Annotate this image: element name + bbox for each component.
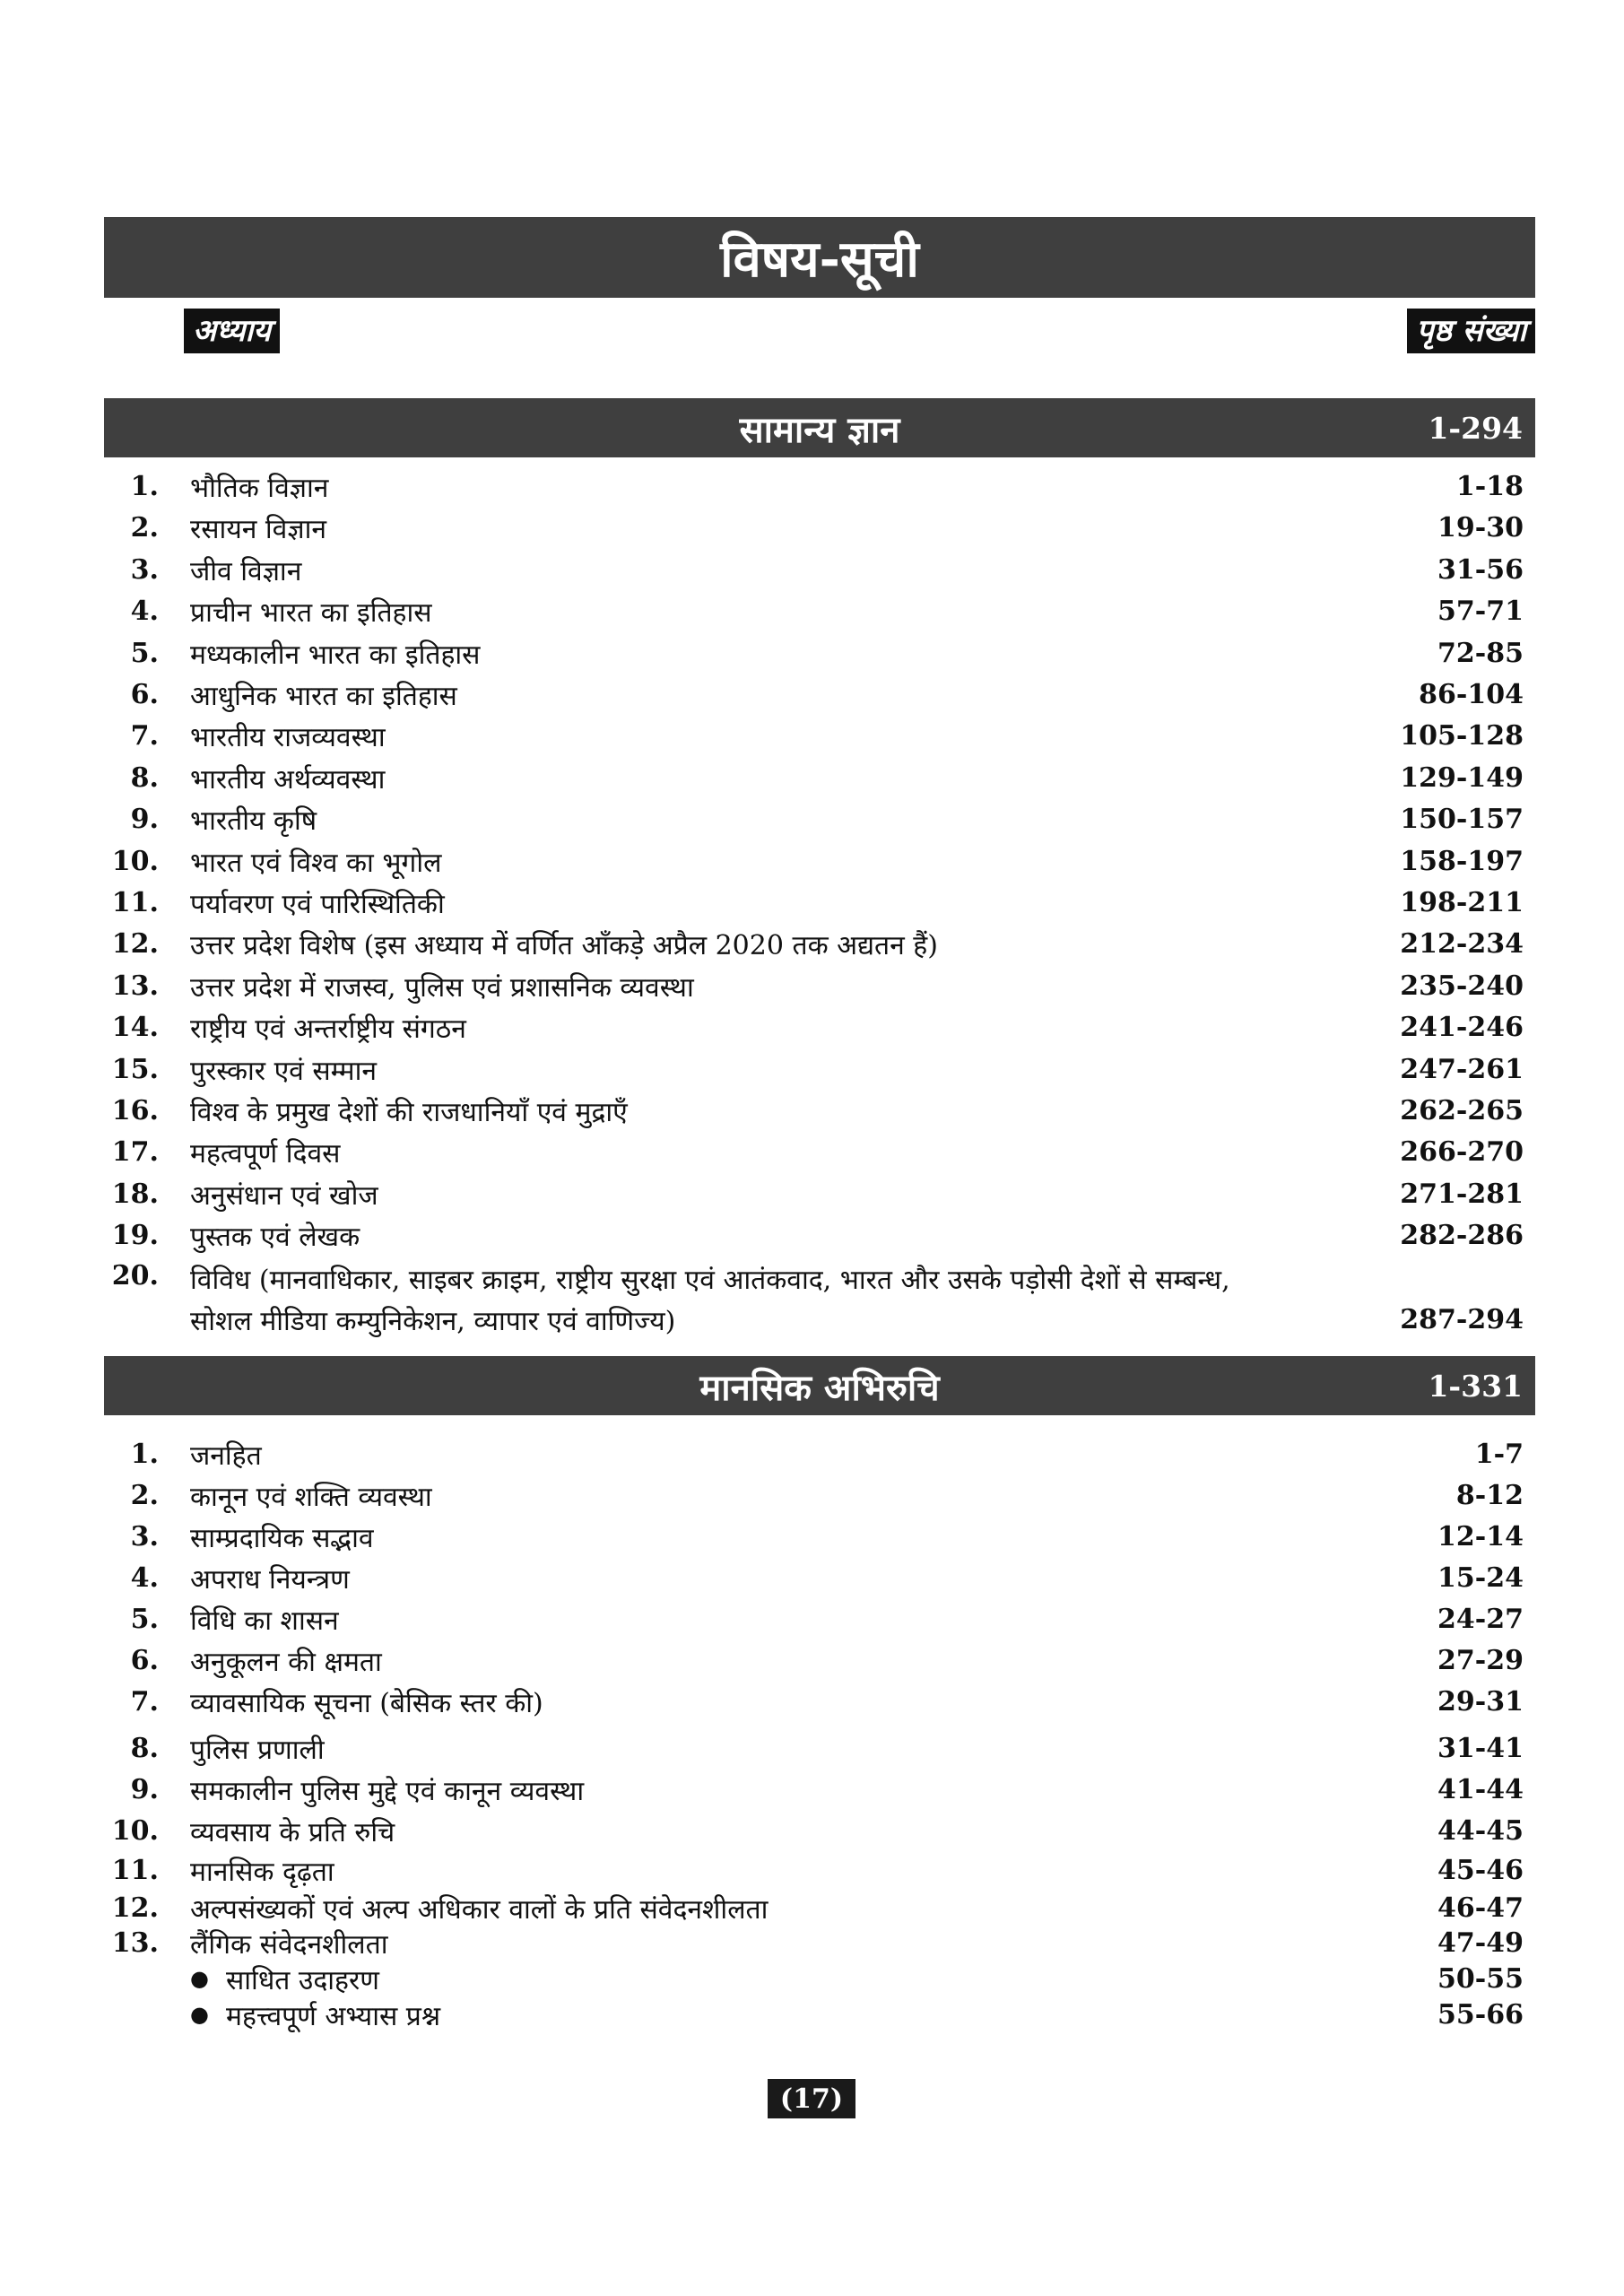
item-number: 14. — [111, 1011, 159, 1043]
toc-row — [0, 715, 1624, 756]
toc-row — [0, 1639, 1624, 1681]
toc-row — [0, 1810, 1624, 1851]
item-pages: 1-18 — [1455, 470, 1524, 502]
item-label: साम्प्रदायिक सद्भाव — [190, 1522, 374, 1554]
item-label: जीव विज्ञान — [190, 555, 302, 587]
page-number: (17) — [768, 2079, 855, 2118]
toc-row — [0, 632, 1624, 674]
item-pages: 47-49 — [1437, 1926, 1524, 1959]
item-label-line-2: सोशल मीडिया कम्युनिकेशन, व्यापार एवं वाणिज्य) — [190, 1306, 676, 1337]
item-label: लैंगिक संवेदनशीलता — [190, 1928, 388, 1961]
item-label: राष्ट्रीय एवं अन्तर्राष्ट्रीय संगठन — [190, 1013, 466, 1045]
item-label: मानसिक दृढ़ता — [190, 1856, 334, 1888]
toc-row-multiline — [0, 1257, 1624, 1339]
toc-row — [0, 465, 1624, 507]
toc-row — [0, 965, 1624, 1006]
item-label: प्राचीन भारत का इतिहास — [190, 596, 432, 629]
item-number: 3. — [130, 1520, 159, 1552]
toc-row — [0, 1006, 1624, 1048]
chapter-column-label: अध्याय — [184, 309, 280, 353]
item-number: 18. — [111, 1178, 159, 1210]
item-label: पुरस्कार एवं सम्मान — [190, 1055, 378, 1087]
item-number: 3. — [130, 553, 159, 586]
toc-row — [0, 1516, 1624, 1557]
item-label: अनुसंधान एवं खोज — [190, 1179, 378, 1212]
toc-row — [0, 1131, 1624, 1172]
item-number: 12. — [111, 1892, 159, 1924]
item-number: 10. — [111, 845, 159, 877]
item-label: जनहित — [190, 1439, 262, 1472]
item-label: विश्व के प्रमुख देशों की राजधानियाँ एवं मुद्राएँ — [190, 1096, 628, 1128]
item-number: 17. — [111, 1135, 159, 1168]
item-pages: 31-56 — [1437, 553, 1524, 586]
section-page-range: 1-331 — [1428, 1368, 1523, 1404]
item-label: कानून एवं शक्ति व्यवस्था — [190, 1481, 432, 1513]
toc-row — [0, 882, 1624, 923]
item-number: 9. — [130, 803, 159, 835]
page-column-label: पृष्ठ संख्या — [1407, 309, 1535, 353]
item-pages: 31-41 — [1437, 1732, 1524, 1764]
toc-row — [0, 1214, 1624, 1256]
item-label: पुलिस प्रणाली — [190, 1734, 325, 1766]
item-pages: 105-128 — [1400, 719, 1524, 752]
item-label: भारतीय अर्थव्यवस्था — [190, 763, 386, 796]
page-title: विषय-सूची — [104, 217, 1535, 298]
section-page-range: 1-294 — [1428, 410, 1523, 446]
item-number: 11. — [111, 1854, 159, 1886]
item-pages: 57-71 — [1437, 595, 1524, 627]
toc-row — [0, 507, 1624, 548]
item-number: 5. — [130, 637, 159, 669]
item-number: 11. — [111, 886, 159, 918]
item-label: रसायन विज्ञान — [190, 513, 327, 545]
item-label: अल्पसंख्यकों एवं अल्प अधिकार वालों के प्रति संवेदनशीलता — [190, 1893, 769, 1926]
item-pages: 150-157 — [1400, 803, 1524, 835]
toc-row — [0, 757, 1624, 798]
item-number: 1. — [130, 1438, 159, 1470]
toc-row — [0, 923, 1624, 964]
toc-row — [0, 674, 1624, 715]
item-pages: 86-104 — [1419, 678, 1524, 710]
item-pages: 15-24 — [1437, 1561, 1524, 1594]
item-label: महत्त्वपूर्ण अभ्यास प्रश्न — [226, 2000, 441, 2032]
section-header-mental-aptitude — [104, 1356, 1535, 1415]
item-label: भारतीय कृषि — [190, 804, 317, 837]
item-label: भारत एवं विश्व का भूगोल — [190, 847, 442, 879]
item-pages: 282-286 — [1400, 1219, 1524, 1251]
item-pages: 8-12 — [1455, 1479, 1524, 1511]
toc-bullet-row — [0, 1994, 1624, 2035]
item-number: 4. — [130, 1561, 159, 1594]
item-pages: 241-246 — [1400, 1011, 1524, 1043]
item-number: 8. — [130, 1732, 159, 1764]
item-pages: 27-29 — [1437, 1644, 1524, 1676]
toc-row — [0, 1557, 1624, 1598]
item-pages: 44-45 — [1437, 1814, 1524, 1847]
item-number: 2. — [130, 511, 159, 544]
section-header-general-knowledge — [104, 398, 1535, 457]
item-pages: 12-14 — [1437, 1520, 1524, 1552]
item-pages: 50-55 — [1437, 1962, 1524, 1995]
item-pages: 55-66 — [1437, 1998, 1524, 2031]
toc-row — [0, 1433, 1624, 1474]
bullet-icon: ● — [190, 2002, 209, 2027]
item-number: 1. — [130, 470, 159, 502]
item-pages: 129-149 — [1400, 761, 1524, 794]
item-pages: 46-47 — [1437, 1892, 1524, 1924]
item-number: 19. — [111, 1219, 159, 1251]
item-pages: 72-85 — [1437, 637, 1524, 669]
toc-row — [0, 1474, 1624, 1516]
item-label: महत्वपूर्ण दिवस — [190, 1137, 341, 1170]
bullet-icon: ● — [190, 1966, 209, 1991]
section-title: मानसिक अभिरुचि — [699, 1366, 940, 1409]
item-number: 4. — [130, 595, 159, 627]
item-number: 8. — [130, 761, 159, 794]
item-label: विधि का शासन — [190, 1605, 339, 1637]
item-number: 20. — [111, 1260, 159, 1292]
item-label: पर्यावरण एवं पारिस्थितिकी — [190, 888, 445, 920]
item-pages: 235-240 — [1400, 970, 1524, 1002]
toc-row — [0, 1769, 1624, 1810]
toc-row — [0, 1849, 1624, 1891]
item-label: उत्तर प्रदेश में राजस्व, पुलिस एवं प्रशासनिक व्यवस्था — [190, 971, 694, 1004]
item-number: 7. — [130, 1685, 159, 1718]
item-label: व्यावसायिक सूचना (बेसिक स्तर की) — [190, 1687, 543, 1719]
item-number: 13. — [111, 1926, 159, 1959]
item-label: अनुकूलन की क्षमता — [190, 1646, 382, 1678]
toc-row — [0, 590, 1624, 631]
toc-row — [0, 1681, 1624, 1722]
item-pages: 24-27 — [1437, 1603, 1524, 1635]
item-number: 5. — [130, 1603, 159, 1635]
item-pages: 212-234 — [1400, 927, 1524, 960]
item-pages: 19-30 — [1437, 511, 1524, 544]
item-number: 13. — [111, 970, 159, 1002]
item-number: 2. — [130, 1479, 159, 1511]
item-number: 10. — [111, 1814, 159, 1847]
toc-row — [0, 1173, 1624, 1214]
item-label: भारतीय राजव्यवस्था — [190, 721, 386, 753]
item-number: 16. — [111, 1094, 159, 1126]
toc-row — [0, 1598, 1624, 1639]
item-pages: 198-211 — [1400, 886, 1524, 918]
item-label-line-1: विविध (मानवाधिकार, साइबर क्राइम, राष्ट्रीय सुरक्षा एवं आतंकवाद, भारत और उसके पड़ोसी देशों से सम्बन्ध, — [190, 1265, 1230, 1296]
item-label: भौतिक विज्ञान — [190, 472, 329, 504]
item-pages: 45-46 — [1437, 1854, 1524, 1886]
item-number: 15. — [111, 1053, 159, 1085]
section-title: सामान्य ज्ञान — [739, 408, 900, 451]
item-number: 7. — [130, 719, 159, 752]
item-pages: 262-265 — [1400, 1094, 1524, 1126]
item-pages: 41-44 — [1437, 1773, 1524, 1805]
item-pages: 271-281 — [1400, 1178, 1524, 1210]
item-pages: 247-261 — [1400, 1053, 1524, 1085]
item-pages: 29-31 — [1437, 1685, 1524, 1718]
item-label — [190, 1260, 1230, 1343]
item-label: साधित उदाहरण — [226, 1964, 379, 1996]
item-label: व्यवसाय के प्रति रुचि — [190, 1816, 395, 1848]
item-number: 12. — [111, 927, 159, 960]
item-number: 9. — [130, 1773, 159, 1805]
item-label: समकालीन पुलिस मुद्दे एवं कानून व्यवस्था — [190, 1775, 585, 1807]
toc-row — [0, 1090, 1624, 1131]
item-pages: 266-270 — [1400, 1135, 1524, 1168]
toc-row — [0, 549, 1624, 590]
item-number: 6. — [130, 678, 159, 710]
toc-row — [0, 1727, 1624, 1769]
item-label: मध्यकालीन भारत का इतिहास — [190, 639, 481, 671]
item-pages: 1-7 — [1474, 1438, 1524, 1470]
toc-row — [0, 840, 1624, 882]
item-label: अपराध नियन्त्रण — [190, 1563, 350, 1596]
item-pages: 287-294 — [1400, 1304, 1524, 1335]
toc-row — [0, 798, 1624, 839]
item-label: आधुनिक भारत का इतिहास — [190, 680, 457, 712]
item-pages: 158-197 — [1400, 845, 1524, 877]
item-number: 6. — [130, 1644, 159, 1676]
item-label: उत्तर प्रदेश विशेष (इस अध्याय में वर्णित आँकड़े अप्रैल 2020 तक अद्यतन हैं) — [190, 929, 938, 961]
toc-row — [0, 1048, 1624, 1090]
item-label: पुस्तक एवं लेखक — [190, 1221, 360, 1253]
